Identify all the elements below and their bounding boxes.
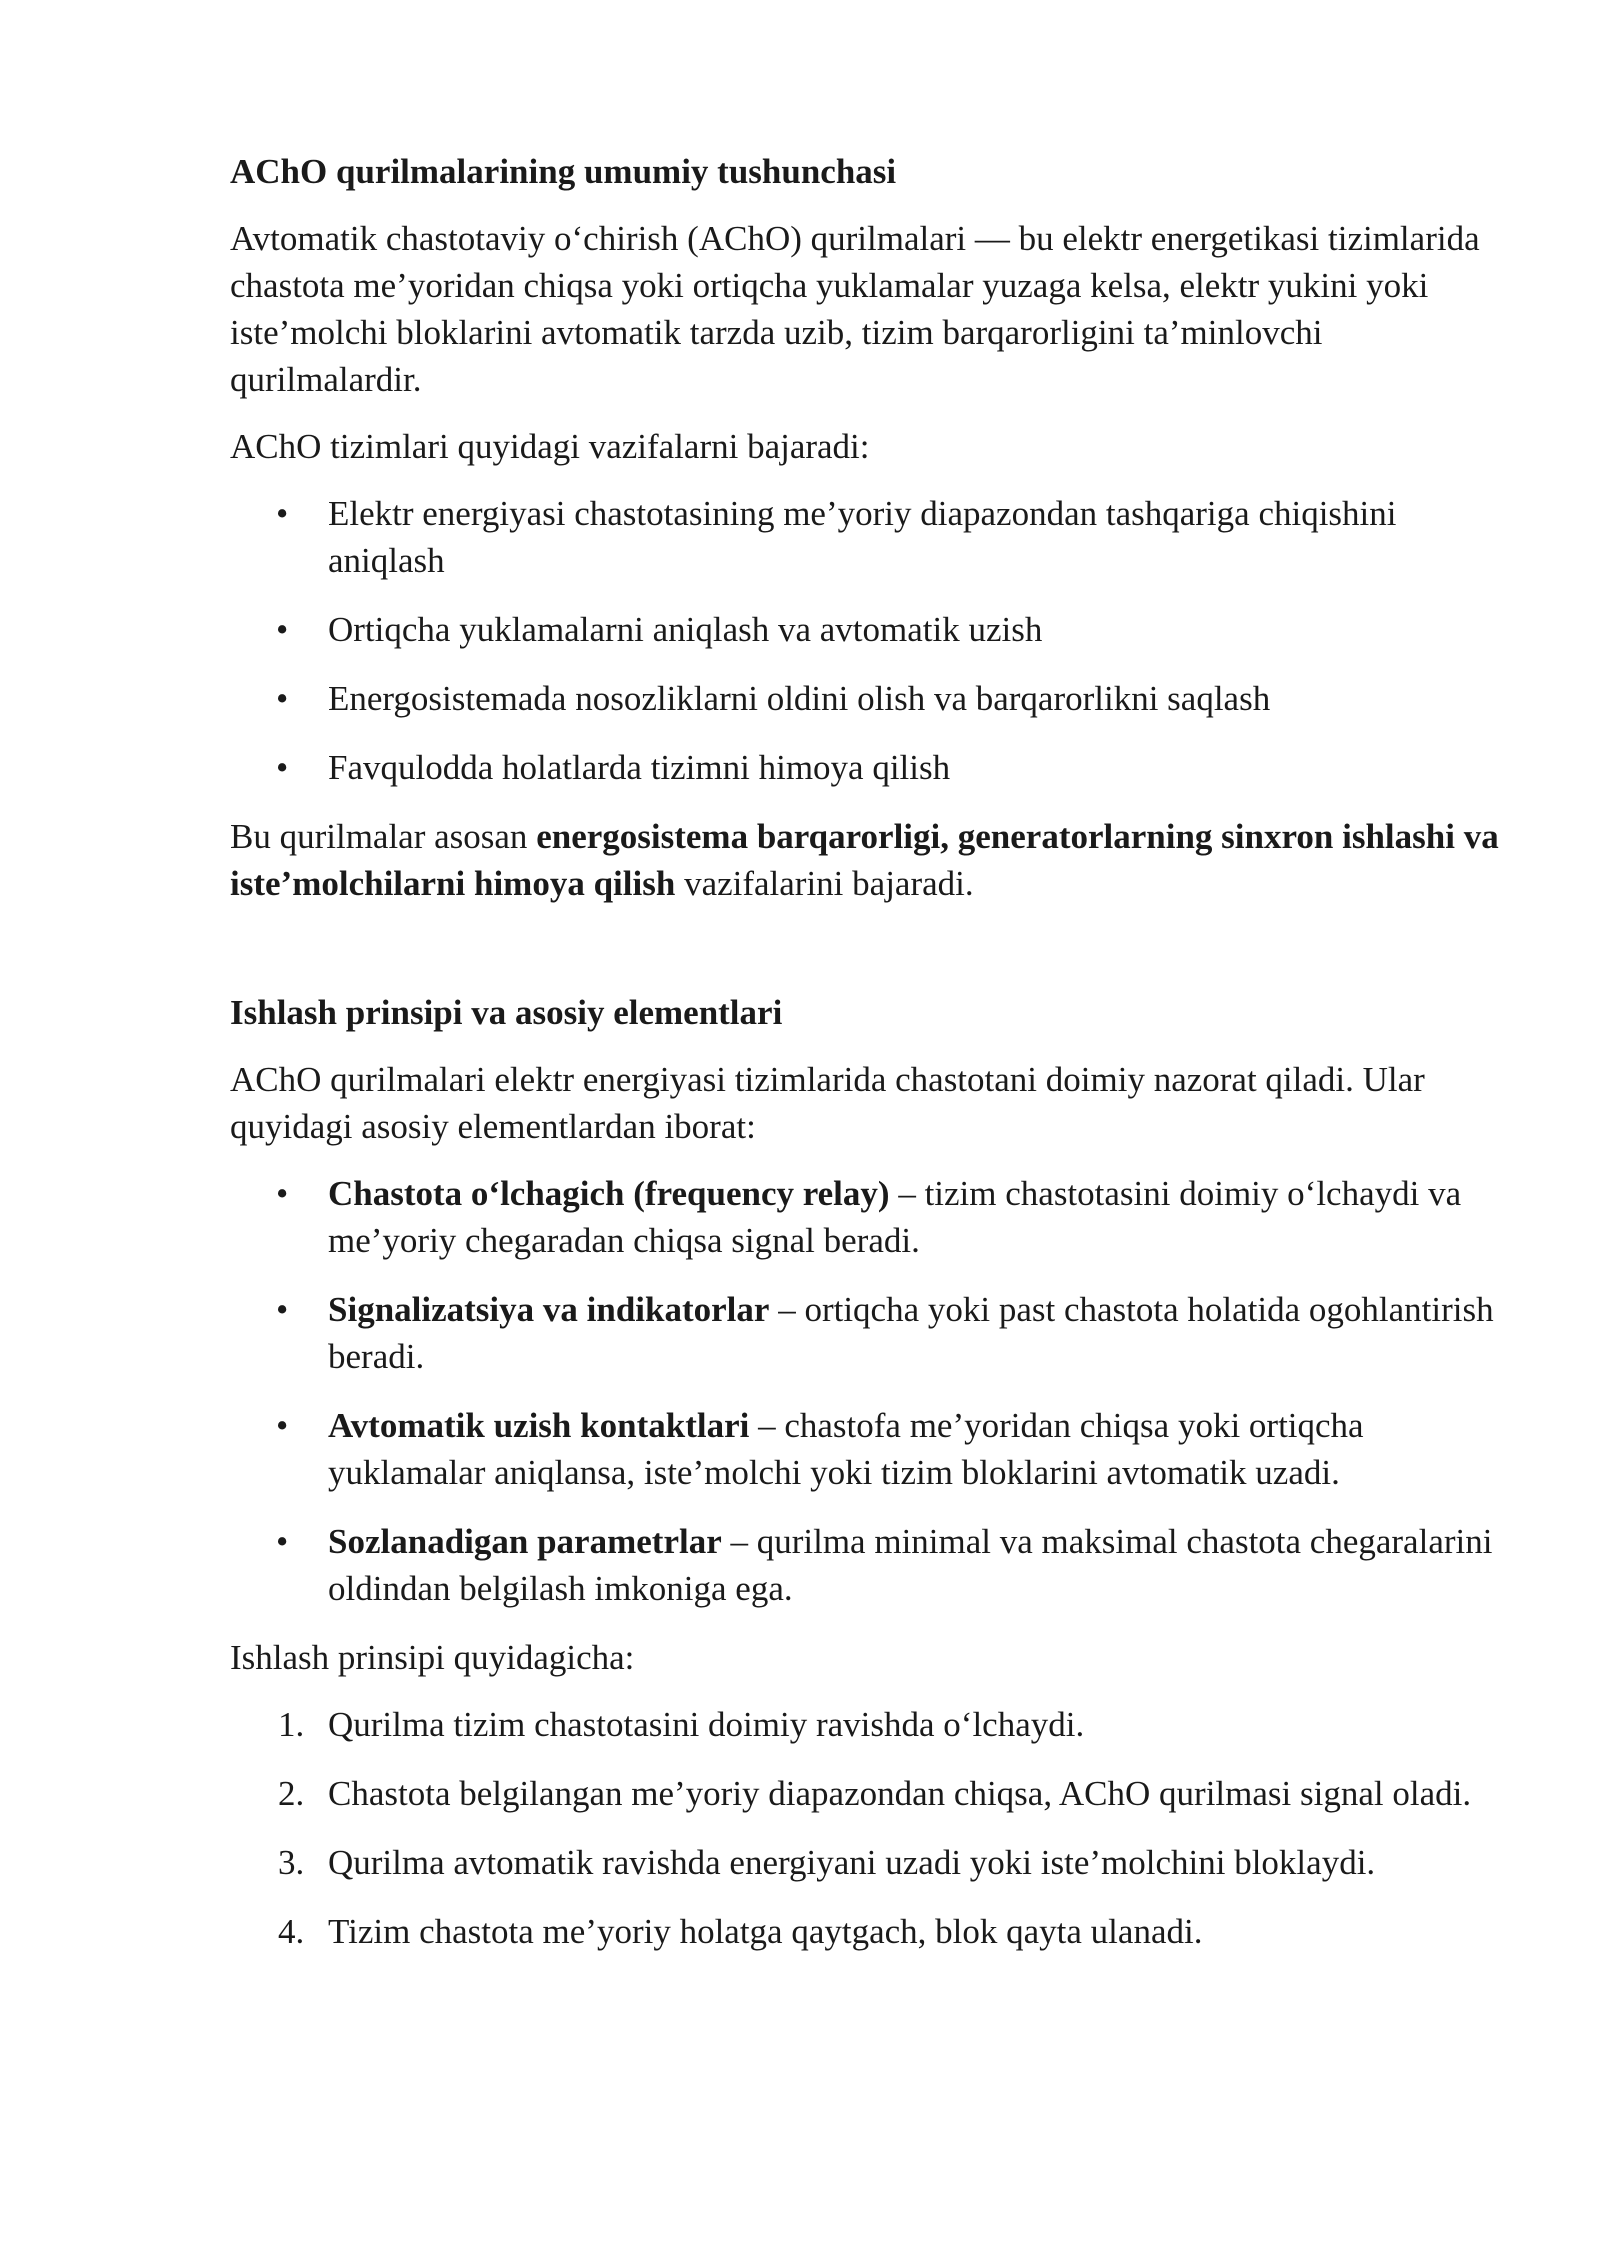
list-item bbox=[230, 1402, 1500, 1496]
list-item bbox=[230, 1770, 1500, 1817]
list-item: • Energosistemada nosozliklarni oldini olish va barqarorlikni saqlash bbox=[230, 675, 1500, 722]
section-spacer bbox=[230, 927, 1500, 989]
principle-lead-paragraph: Ishlash prinsipi quyidagicha: bbox=[230, 1638, 635, 1677]
step-text: Tizim chastota me’yoriy holatga qaytgach, blok qayta ulanadi. bbox=[328, 1912, 1203, 1951]
section-heading-overview: AChO qurilmalarining umumiy tushunchasi bbox=[230, 152, 897, 191]
tasks-list bbox=[230, 490, 1500, 791]
element-term: Signalizatsiya va indikatorlar bbox=[328, 1290, 770, 1329]
list-item: • Ortiqcha yuklamalarni aniqlash va avtomatik uzish bbox=[230, 606, 1500, 653]
element-term: Avtomatik uzish kontaktlari bbox=[328, 1406, 750, 1445]
summary-start-text: Bu qurilmalar asosan bbox=[230, 817, 537, 856]
document-page bbox=[230, 148, 1500, 1977]
list-item bbox=[230, 1908, 1500, 1955]
element-term: Sozlanadigan parametrlar bbox=[328, 1522, 722, 1561]
element-description: – tizim chastotasini doimiy o‘lchaydi va me’yoriy chegaradan chiqsa signal beradi. bbox=[328, 1174, 1462, 1260]
list-item bbox=[230, 1701, 1500, 1748]
tasks-lead-paragraph: AChO tizimlari quyidagi vazifalarni bajaradi: bbox=[230, 427, 870, 466]
step-number: 4. bbox=[278, 1912, 305, 1951]
steps-list bbox=[230, 1701, 1500, 1955]
step-number: 1. bbox=[278, 1705, 305, 1744]
element-description: – qurilma minimal va maksimal chastota chegaralarini oldindan belgilash imkoniga ega. bbox=[328, 1522, 1493, 1608]
summary-end-text: vazifalarini bajaradi. bbox=[675, 864, 974, 903]
elements-list bbox=[230, 1170, 1500, 1612]
element-description: – ortiqcha yoki past chastota holatida ogohlantirish beradi. bbox=[328, 1290, 1494, 1376]
list-item bbox=[230, 1839, 1500, 1886]
step-text: Qurilma tizim chastotasini doimiy ravishda o‘lchaydi. bbox=[328, 1705, 1085, 1744]
step-text: Chastota belgilangan me’yoriy diapazondan chiqsa, AChO qurilmasi signal oladi. bbox=[328, 1774, 1472, 1813]
step-number: 3. bbox=[278, 1843, 305, 1882]
section-heading-principle: Ishlash prinsipi va asosiy elementlari bbox=[230, 993, 783, 1032]
element-term: Chastota o‘lchagich (frequency relay) bbox=[328, 1174, 890, 1213]
principle-intro-paragraph: AChO qurilmalari elektr energiyasi tizimlarida chastotani doimiy nazorat qiladi. Ular quyidagi asosiy elementlardan iborat: bbox=[230, 1060, 1425, 1146]
list-item: • Favqulodda holatlarda tizimni himoya qilish bbox=[230, 744, 1500, 791]
summary-bold-text: energosistema barqarorligi, generatorlarning sinxron ishlashi va iste’molchilarni himoya qilish bbox=[230, 817, 1499, 903]
step-text: Qurilma avtomatik ravishda energiyani uzadi yoki iste’molchini bloklaydi. bbox=[328, 1843, 1376, 1882]
list-item bbox=[230, 1286, 1500, 1380]
overview-intro-paragraph: Avtomatik chastotaviy o‘chirish (AChO) qurilmalari — bu elektr energetikasi tizimlarida chastota me’yoridan chiqsa yoki ortiqcha yuklamalar yuzaga kelsa, elektr yukini yoki iste’molchi bloklarini avtomatik tarzda uzib, tizim barqarorligini ta’minlovchi qurilmalardir. bbox=[230, 219, 1480, 399]
step-number: 2. bbox=[278, 1774, 305, 1813]
list-item bbox=[230, 1518, 1500, 1612]
element-description: – chastofa me’yoridan chiqsa yoki ortiqcha yuklamalar aniqlansa, iste’molchi yoki tizim bloklarini avtomatik uzadi. bbox=[328, 1406, 1364, 1492]
summary-paragraph bbox=[230, 813, 1500, 907]
list-item bbox=[230, 1170, 1500, 1264]
list-item: • Elektr energiyasi chastotasining me’yoriy diapazondan tashqariga chiqishini aniqlash bbox=[230, 490, 1500, 584]
